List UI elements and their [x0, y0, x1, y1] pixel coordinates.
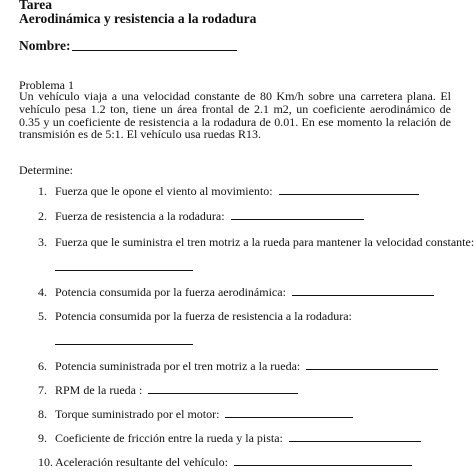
question-2: [38, 209, 364, 224]
answer-line[interactable]: [231, 209, 364, 220]
question-text: Potencia consumida por la fuerza de resistencia a la rodadura:: [55, 309, 352, 323]
answer-line[interactable]: [55, 269, 193, 271]
question-number: 7.: [38, 383, 47, 397]
question-8: [38, 407, 353, 422]
question-7: [38, 383, 298, 398]
answer-line[interactable]: [225, 407, 353, 418]
answer-line[interactable]: [148, 383, 298, 394]
answer-line[interactable]: [234, 455, 412, 466]
question-text: Potencia suministrada por el tren motriz a la rueda:: [55, 359, 301, 373]
problem-label: Problema 1: [19, 78, 74, 92]
question-text: Fuerza que le suministra el tren motriz a la rueda para mantener la velocidad constante:: [55, 235, 474, 249]
question-6: [38, 359, 438, 374]
document-subtitle: Aerodinámica y resistencia a la rodadura: [19, 11, 257, 26]
question-3: [38, 235, 474, 250]
document-title: Tarea: [19, 0, 53, 12]
question-number: 9.: [38, 431, 47, 445]
question-text: Fuerza de resistencia a la rodadura:: [55, 209, 225, 223]
question-number: 3.: [38, 235, 47, 249]
problem-statement: Un vehículo viaja a una velocidad constante de 80 Km/h sobre una carretera plana. El vehículo pesa 1.2 ton, tiene un área frontal de 2.1 m2, un coeficiente aerodinámico de 0.35 y un coeficiente de resistencia a la rodadura de 0.01. En ese momento la relación de transmisión es de 5:1. El vehículo usa ruedas R13.: [19, 89, 451, 142]
answer-line[interactable]: [279, 184, 419, 195]
question-1: [38, 184, 419, 199]
question-text: Aceleración resultante del vehículo:: [55, 455, 228, 469]
question-text: Torque suministrado por el motor:: [55, 407, 220, 421]
question-number: 10.: [38, 455, 53, 469]
name-answer-line[interactable]: [72, 50, 237, 51]
question-text: Coeficiente de fricción entre la rueda y la pista:: [55, 431, 283, 445]
question-text: Potencia consumida por la fuerza aerodinámica:: [55, 285, 286, 299]
question-5: [38, 309, 352, 324]
question-number: 1.: [38, 184, 47, 198]
question-number: 8.: [38, 407, 47, 421]
question-4: [38, 285, 434, 300]
question-9: [38, 431, 421, 446]
question-text: RPM de la rueda :: [55, 383, 143, 397]
question-number: 2.: [38, 209, 47, 223]
name-label: Nombre:: [19, 38, 71, 53]
answer-line[interactable]: [292, 285, 434, 296]
question-number: 4.: [38, 285, 47, 299]
question-number: 6.: [38, 359, 47, 373]
question-10: [38, 455, 412, 470]
question-number: 5.: [38, 309, 47, 323]
question-text: Fuerza que le opone el viento al movimiento:: [55, 184, 273, 198]
answer-line[interactable]: [306, 359, 438, 370]
determine-label: Determine:: [19, 163, 73, 177]
answer-line[interactable]: [289, 431, 421, 442]
answer-line[interactable]: [55, 343, 193, 345]
